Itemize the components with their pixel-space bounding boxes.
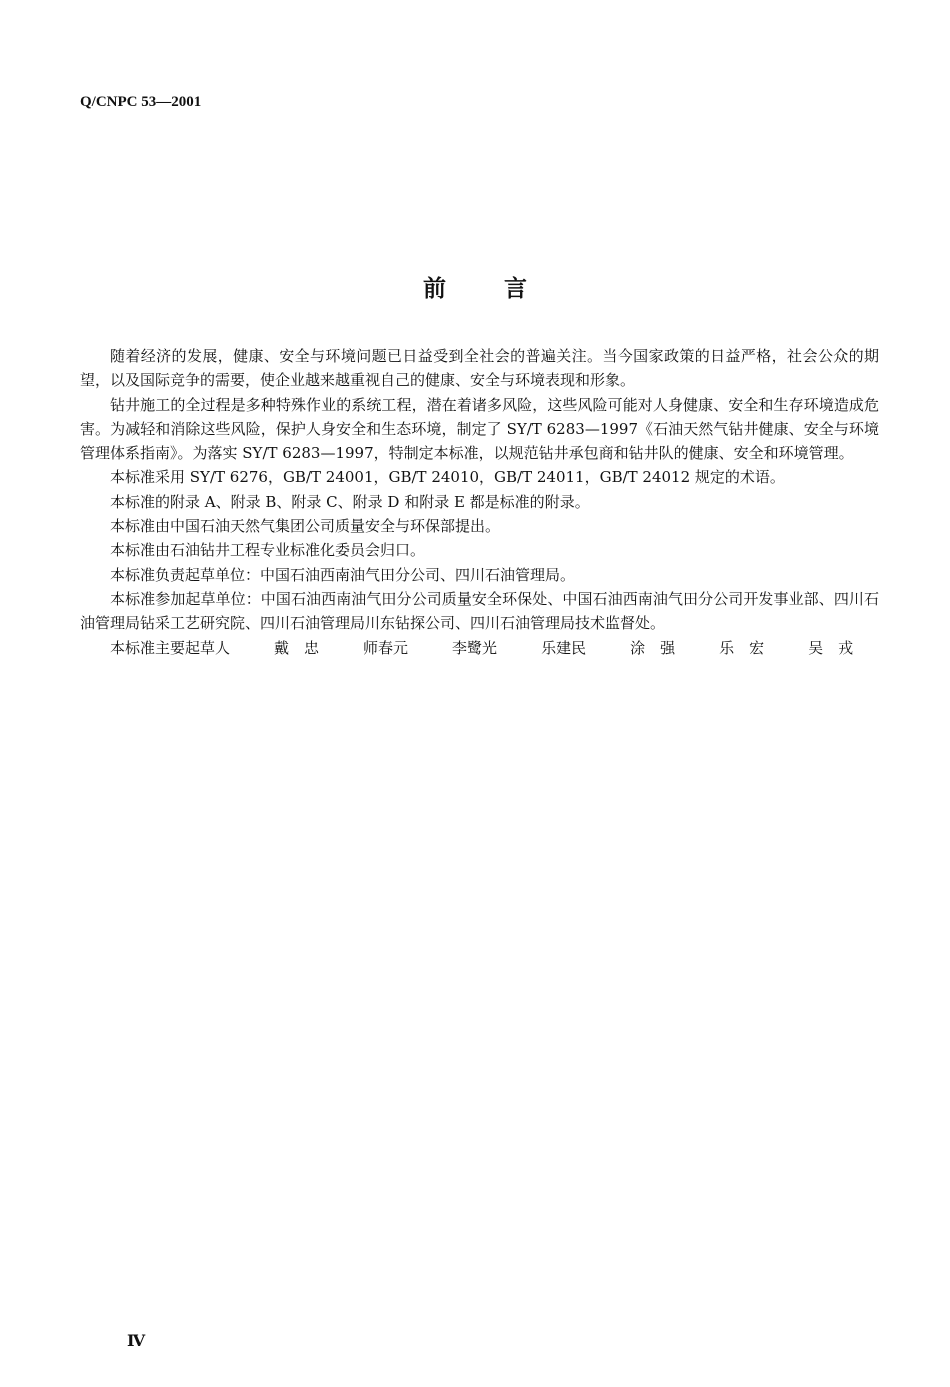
- drafter-name: 涂 强: [630, 638, 676, 657]
- paragraph: 本标准由石油钻井工程专业标准化委员会归口。: [110, 541, 426, 560]
- paragraph: 随着经济的发展，健康、安全与环境问题已日益受到全社会的普遍关注。当今国家政策的日益严格，社会公众的期望，以及国际竞争的需要，使企业越来越重视自己的健康、安全与环境表现和形象。: [80, 347, 879, 390]
- page-number: Ⅳ: [127, 1333, 146, 1350]
- drafter-name: 乐 宏: [719, 638, 765, 657]
- drafter-name: 吴 戎: [808, 638, 854, 657]
- title-char-2: 言: [504, 276, 527, 302]
- drafters-line: [80, 636, 879, 660]
- standard-code: Q/CNPC 53—2001: [80, 94, 202, 110]
- paragraph: 本标准负责起草单位：中国石油西南油气田分公司、四川石油管理局。: [110, 565, 576, 584]
- drafter-name: 师春元: [363, 638, 409, 657]
- drafter-name: 李鹭光: [452, 638, 498, 657]
- paragraph: 本标准参加起草单位：中国石油西南油气田分公司质量安全环保处、中国石油西南油气田分公司开发事业部、四川石油管理局钻采工艺研究院、四川石油管理局川东钻探公司、四川石油管理局技术监督处。: [80, 589, 879, 633]
- paragraph: 本标准由中国石油天然气集团公司质量安全与环保部提出。: [110, 517, 501, 536]
- page-title: [0, 270, 950, 303]
- drafters-label: 本标准主要起草人: [110, 638, 231, 657]
- paragraph: 钻井施工的全过程是多种特殊作业的系统工程，潜在着诸多风险，这些风险可能对人身健康、安全和生存环境造成危害。为减轻和消除这些风险，保护人身安全和生态环境，制定了 SY/T 6283—1997《石油天然气钻井健康、安全与环境管理体系指南》。为落实 SY/T 6283—1997，特制定本标准，以规范钻井承包商和钻井队的健康、安全和环境管理。: [80, 395, 879, 463]
- drafter-name: 戴 忠: [274, 638, 320, 657]
- drafter-name: 乐建民: [541, 638, 587, 657]
- paragraph: 本标准的附录 A、附录 B、附录 C、附录 D 和附录 E 都是标准的附录。: [110, 492, 590, 511]
- foreword-body: [80, 344, 879, 660]
- paragraph: 本标准采用 SY/T 6276，GB/T 24001，GB/T 24010，GB/T 24011，GB/T 24012 规定的术语。: [110, 468, 785, 487]
- title-char-1: 前: [423, 276, 446, 302]
